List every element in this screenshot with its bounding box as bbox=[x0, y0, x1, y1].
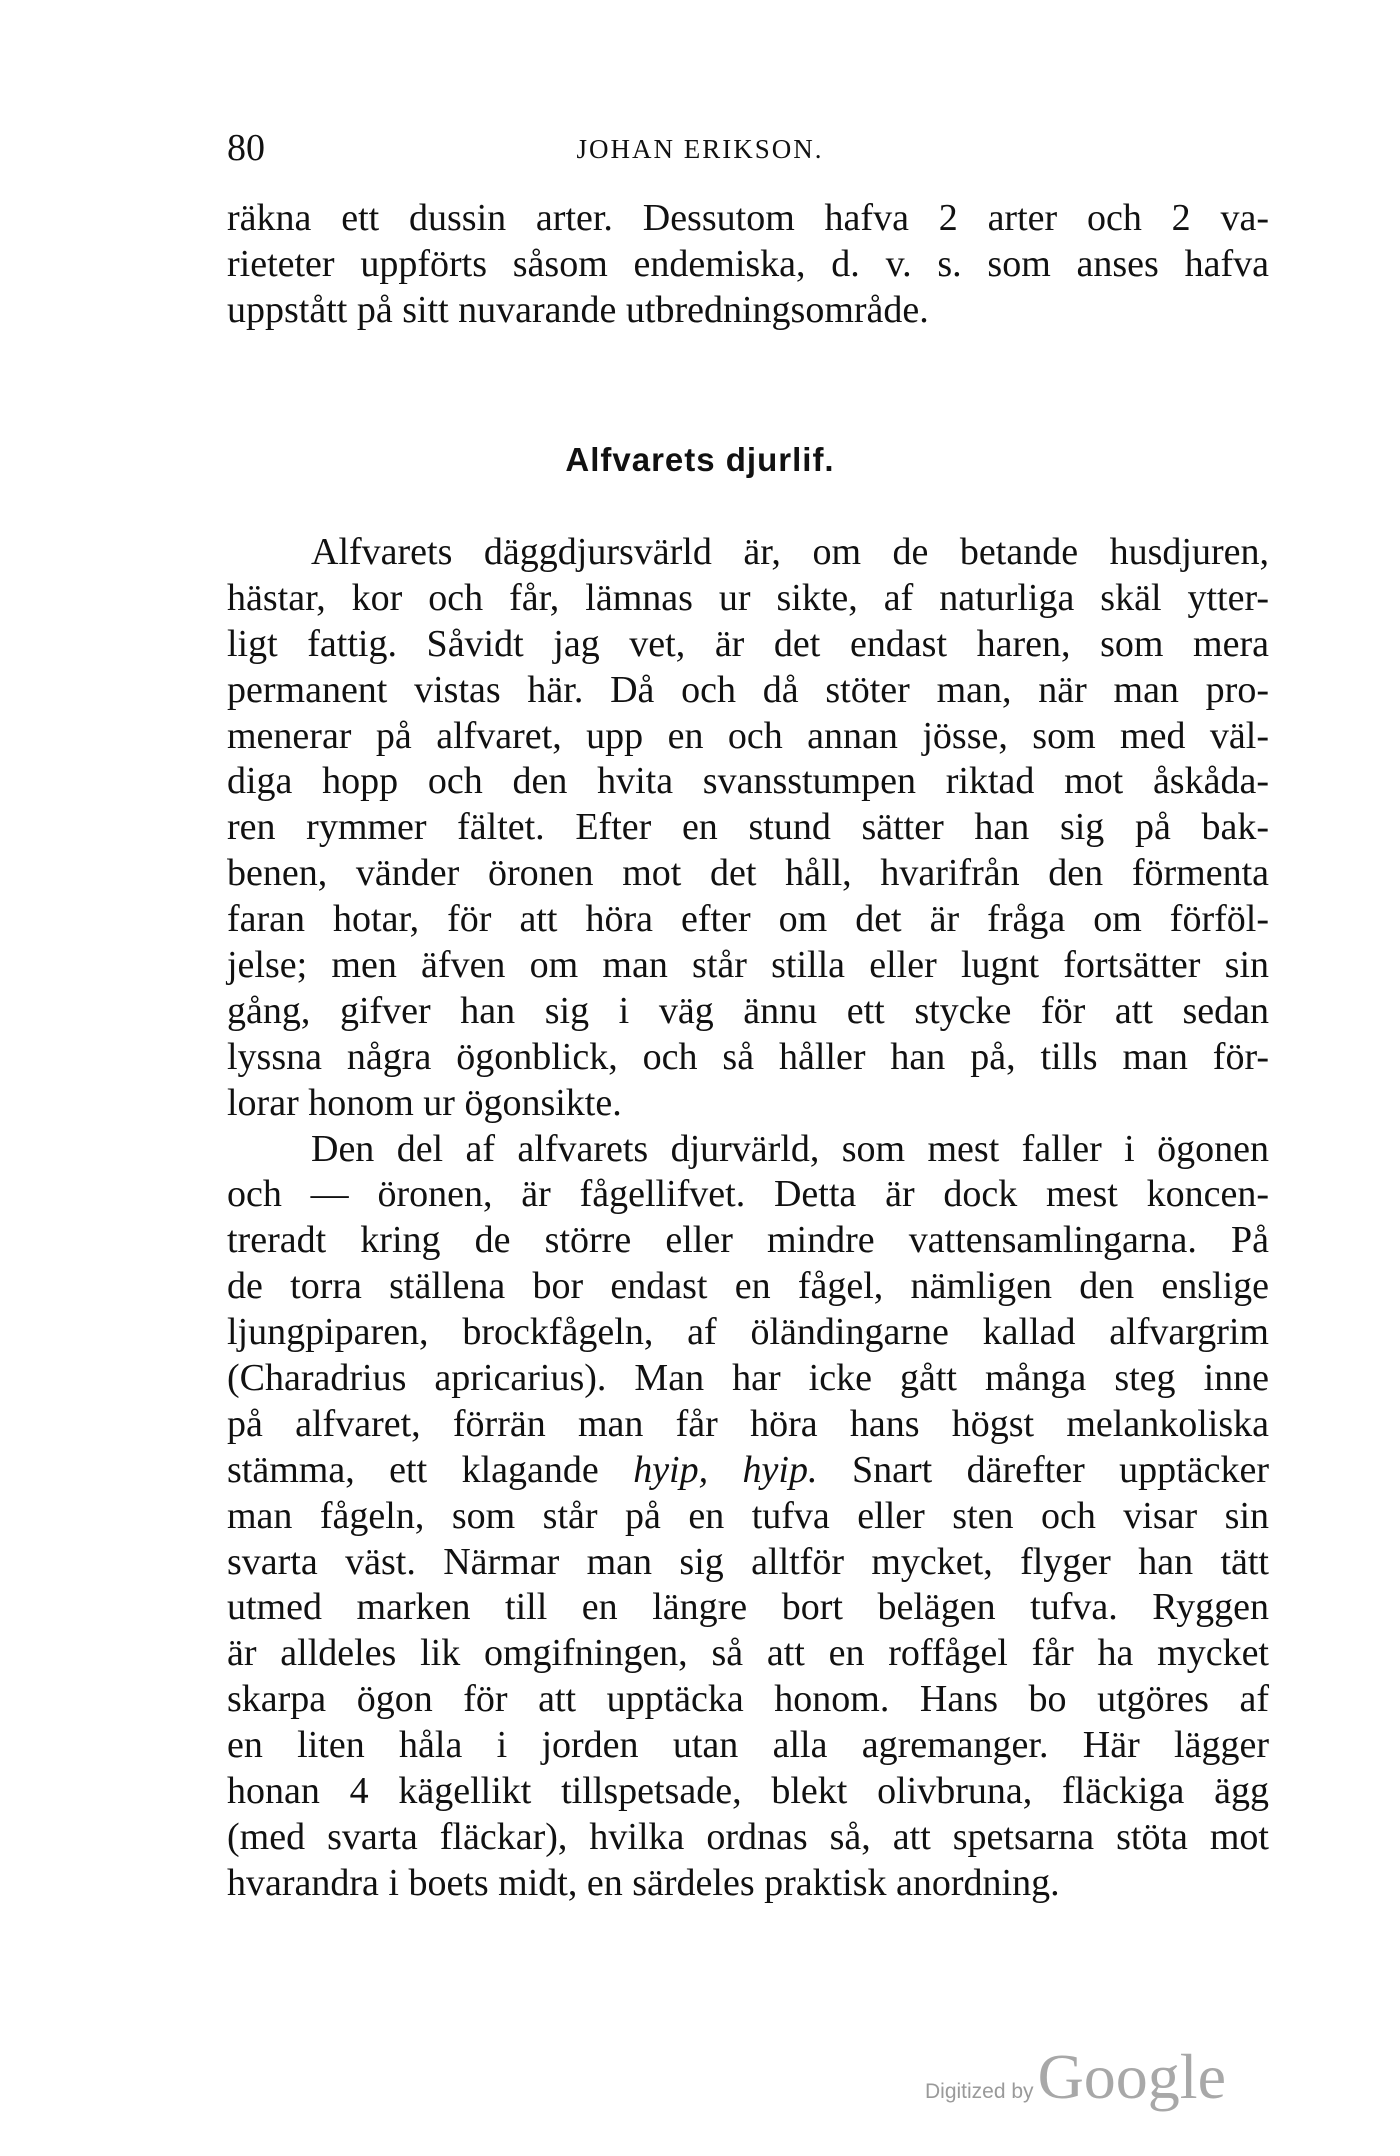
text-line: Alfvarets däggdjursvärld är, om de betande husdjuren, bbox=[311, 531, 1269, 573]
text-line: räkna ett dussin arter. Dessutom hafva 2 arter och 2 va- bbox=[227, 197, 1269, 239]
text-line: lyssna några ögonblick, och så håller han på, tills man för- bbox=[227, 1035, 1269, 1078]
text-line: lorar honom ur ögonsikte. bbox=[227, 1081, 622, 1124]
watermark-brand: Google bbox=[1037, 2041, 1226, 2112]
text-line: en liten håla i jorden utan alla agremanger. Här lägger bbox=[227, 1724, 1269, 1767]
section-heading: Alfvarets djurlif. bbox=[565, 441, 835, 478]
running-head: JOHAN ERIKSON. bbox=[576, 134, 824, 164]
text-line: diga hopp och den hvita svansstumpen riktad mot åskåda- bbox=[227, 760, 1269, 803]
text-line: (med svarta fläckar), hvilka ordnas så, att spetsarna stöta mot bbox=[227, 1815, 1269, 1858]
digitization-watermark bbox=[925, 2040, 1226, 2114]
page-number: 80 bbox=[227, 127, 265, 169]
text-line: jelse; men äfven om man står stilla eller lugnt fortsätter sin bbox=[227, 944, 1269, 987]
text-line: skarpa ögon för att upptäcka honom. Hans bo utgöres af bbox=[227, 1678, 1269, 1721]
text-line: och — öronen, är fågellifvet. Detta är dock mest koncen- bbox=[227, 1173, 1269, 1216]
text-line: rieteter uppförts såsom endemiska, d. v. s. som anses hafva bbox=[227, 242, 1269, 285]
text-line: uppstått på sitt nuvarande utbredningsområde. bbox=[227, 288, 929, 331]
body-paragraphs bbox=[227, 530, 1269, 1907]
paragraph-continuation bbox=[227, 196, 1269, 334]
text-line: ligt fattig. Såvidt jag vet, är det endast haren, som mera bbox=[227, 622, 1269, 665]
text-line: (Charadrius apricarius). Man har icke gått många steg inne bbox=[227, 1357, 1269, 1400]
text-line: svarta väst. Närmar man sig alltför mycket, flyger han tätt bbox=[227, 1540, 1269, 1583]
watermark-prefix: Digitized by bbox=[925, 2080, 1034, 2103]
text-line: honan 4 kägellikt tillspetsade, blekt olivbruna, fläckiga ägg bbox=[227, 1770, 1269, 1813]
italic-call: hyip, hyip. bbox=[633, 1448, 818, 1491]
text-line: Den del af alfvarets djurvärld, som mest faller i ögonen bbox=[311, 1127, 1269, 1170]
text-line: utmed marken till en längre bort belägen tufva. Ryggen bbox=[227, 1586, 1269, 1629]
text-line: benen, vänder öronen mot det håll, hvarifrån den förmenta bbox=[227, 852, 1269, 895]
text-line: hästar, kor och får, lämnas ur sikte, af naturliga skäl ytter- bbox=[227, 576, 1269, 619]
text-line: faran hotar, för att höra efter om det är fråga om förföl- bbox=[227, 898, 1269, 941]
text-line: de torra ställena bor endast en fågel, nämligen den enslige bbox=[227, 1265, 1269, 1308]
text-line: menerar på alfvaret, upp en och annan jösse, som med väl- bbox=[227, 714, 1269, 757]
text-line: är alldeles lik omgifningen, så att en roffågel får ha mycket bbox=[227, 1632, 1269, 1675]
text-segment: stämma, ett klagande bbox=[227, 1448, 599, 1491]
text-line: på alfvaret, förrän man får höra hans högst melankoliska bbox=[227, 1402, 1269, 1445]
text-line: treradt kring de större eller mindre vattensamlingarna. På bbox=[227, 1219, 1269, 1262]
text-line-with-italic bbox=[227, 1448, 1269, 1494]
text-line: gång, gifver han sig i väg ännu ett stycke för att sedan bbox=[227, 989, 1269, 1032]
text-line: hvarandra i boets midt, en särdeles praktisk anordning. bbox=[227, 1861, 1060, 1904]
text-line: ljungpiparen, brockfågeln, af öländingarne kallad alfvargrim bbox=[227, 1311, 1269, 1354]
text-segment: Snart därefter upptäcker bbox=[851, 1448, 1269, 1491]
text-line: ren rymmer fältet. Efter en stund sätter han sig på bak- bbox=[227, 806, 1269, 849]
text-line: permanent vistas här. Då och då stöter man, när man pro- bbox=[227, 668, 1269, 711]
text-line: man fågeln, som står på en tufva eller sten och visar sin bbox=[227, 1494, 1269, 1537]
